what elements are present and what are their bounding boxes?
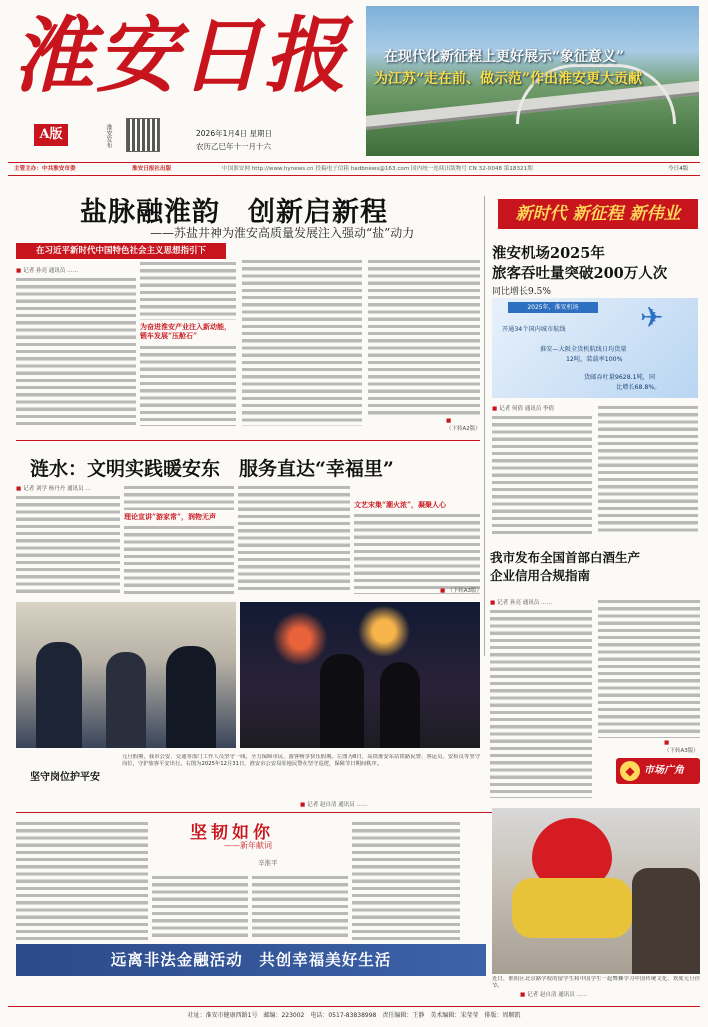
section-rule (16, 440, 480, 441)
lion-body-shape (512, 878, 632, 938)
essay-body-col3 (252, 874, 348, 940)
lianshui-byline: ■ 记者 刘学 杨丹丹 通讯员 … (16, 484, 120, 492)
lion-caption: 近日，淮阴区北京路学校的留学生和中国学生一起舞狮学习中国传统文化，欢度元旦佳节。 (492, 976, 700, 990)
lead-body-col2 (140, 260, 236, 320)
slogan-part3: 新伟业 (629, 204, 681, 224)
airport-stat3: 12吨，装载率100% (566, 356, 623, 363)
essay-title: 坚韧如你 (190, 823, 274, 843)
edition-badge: A版 (34, 124, 68, 146)
lianshui-body-col2b (124, 524, 234, 594)
airport-stat2: 淮安—大阪全货机航线日均货量 (540, 346, 627, 353)
officer-figure-3 (166, 646, 216, 748)
lianshui-closing: ■ （下转A3版） (440, 586, 484, 594)
officer-figure-1 (36, 642, 82, 748)
liquor-byline: ■ 记者 孙亮 通讯员 …… (490, 598, 600, 606)
masthead (0, 0, 708, 172)
pub-lunar: 农历乙巳年十一月十六 (196, 142, 271, 151)
lion-photo (492, 808, 700, 974)
slogan-badge (498, 199, 698, 229)
lead-byline: ■ 记者 孙亮 通讯员 …… (16, 266, 136, 274)
lianshui-body-col3 (238, 484, 350, 594)
bottom-slogan-bar (16, 944, 486, 976)
lead-title: 盐脉融淮韵 创新启新程 (80, 197, 388, 228)
slogan-part1: 新时代 (515, 204, 567, 224)
market-label: 市场广角 (644, 765, 684, 776)
lead-body-col3 (242, 258, 362, 426)
market-badge (616, 758, 700, 784)
masthead-title: 淮安日报 (12, 8, 348, 104)
officer-figure-2 (106, 652, 146, 748)
strip-publisher: 主管主办：中共淮安市委 (14, 166, 76, 172)
lianshui-sub: 理论宣讲“游家常”，润物无声 (124, 512, 217, 521)
lead-body-col4 (368, 258, 480, 418)
lead-sub1: 为奋进淮安产业注入新动能，锻车发展“压舱石” (140, 322, 231, 340)
airport-title-1: 淮安机场2025年 (492, 245, 605, 262)
lead-body-col2b (140, 344, 236, 426)
graphic-title: 2025年，淮安机场 (508, 302, 598, 313)
liquor-body-col2 (598, 598, 700, 738)
photo-credit: ■ 记者 赵自清 通讯员 …… (300, 800, 480, 808)
airport-graphic (492, 298, 698, 398)
airport-body-col1 (492, 414, 592, 534)
essay-author: 辛淮平 (258, 859, 278, 867)
banner-line1: 在现代化新征程上更好展示“象征意义” (384, 49, 625, 65)
photo-caption-title: 坚守岗位护平安 (30, 772, 100, 783)
lianshui-title: 涟水：文明实践暖安东 服务直达“幸福里” (30, 458, 394, 480)
photo-right (240, 602, 480, 748)
crowd-shape (632, 868, 700, 974)
strip-meta: 中国淮安网 http://www.hynews.cn 投稿电子信箱 hadbnews@163.com 国内统一连续出版物号 CN 32-0048 第18321期 (222, 166, 533, 172)
lead-subtitle: ——苏盐井神为淮安高质量发展注入强动“盐”动力 (150, 226, 415, 240)
slogan-part2: 新征程 (572, 204, 624, 224)
lianshui-body-col4 (354, 512, 480, 594)
officer-figure-5 (380, 662, 420, 748)
essay-body-col4 (352, 820, 460, 940)
banner-photo (366, 6, 699, 156)
liquor-closing: ■ （下转A3版） (664, 740, 704, 754)
essay-body-col1 (16, 820, 148, 940)
photo-caption: 元旦假期，我市公安、交通等部门工作人员坚守一线，全力保障市民、游客畅享快乐假期。左图为8日，高铁淮安东站铁路民警、客运员、安检员等坚守岗位，守护旅客平安出行。右图为2025年12月31日，淮安市公安局驻地民警在坚守巡逻，保障节日期间秩序。 (122, 754, 480, 768)
bottom-slogan: 远离非法金融活动 共创幸福美好生活 (110, 950, 392, 969)
footer-rule (8, 1006, 700, 1007)
liquor-body-col1 (490, 608, 592, 798)
lianshui-body-col1 (16, 494, 120, 594)
strip-press: 淮安日报社出版 (132, 166, 172, 172)
lead-sub2: 文艺宋集“潮火浓”，凝聚人心 (354, 500, 447, 509)
lead-closing: ■ （下转A2版） (446, 418, 486, 432)
airport-title-2: 旅客吞吐量突破200万人次 (492, 265, 668, 282)
qr-code-icon[interactable] (126, 118, 160, 152)
column-divider (484, 196, 485, 656)
airport-stat4: 货邮吞吐量9628.1吨，同 (584, 374, 656, 381)
lion-credit: ■ 记者 赵自清 通讯员 …… (520, 990, 700, 998)
strip-pages: 今日4版 (668, 166, 689, 172)
airport-subtitle: 同比增长9.5% (492, 287, 551, 297)
photo-left (16, 602, 236, 748)
liquor-title-2: 企业信用合规指南 (490, 568, 591, 583)
info-strip (8, 162, 700, 176)
airport-byline: ■ 记者 何倩 通讯员 李倩 (492, 404, 602, 412)
airplane-icon: ✈ (640, 301, 664, 334)
lead-body-col1 (16, 276, 136, 426)
liquor-title-1: 我市发布全国首部白酒生产 (490, 550, 641, 565)
lead-column-tag: 在习近平新时代中国特色社会主义思想指引下 (16, 243, 226, 259)
side-small-label: 淮安发布 (105, 124, 112, 148)
footer-info: 社址：淮安市健康西路1号 邮编：223002 电话：0517-83838998 责任编辑：王静 美术编辑：宋莹莹 排版：周顺凯 (187, 1012, 521, 1019)
lianshui-body-col2 (124, 484, 234, 510)
pub-date: 2026年1月4日 星期日 (196, 129, 273, 138)
officer-figure-4 (320, 654, 364, 748)
essay-subtitle: ——新年献词 (224, 841, 272, 850)
airport-stat5: 比增长68.8%。 (616, 384, 661, 391)
banner-line2: 为江苏“走在前、做示范”作出淮安更大贡献 (374, 71, 643, 87)
essay-body-col2 (152, 874, 248, 940)
airport-stat1: 开通34个国内城市航线 (502, 326, 566, 333)
market-icon: ◆ (620, 761, 640, 781)
airport-body-col2 (598, 404, 698, 534)
